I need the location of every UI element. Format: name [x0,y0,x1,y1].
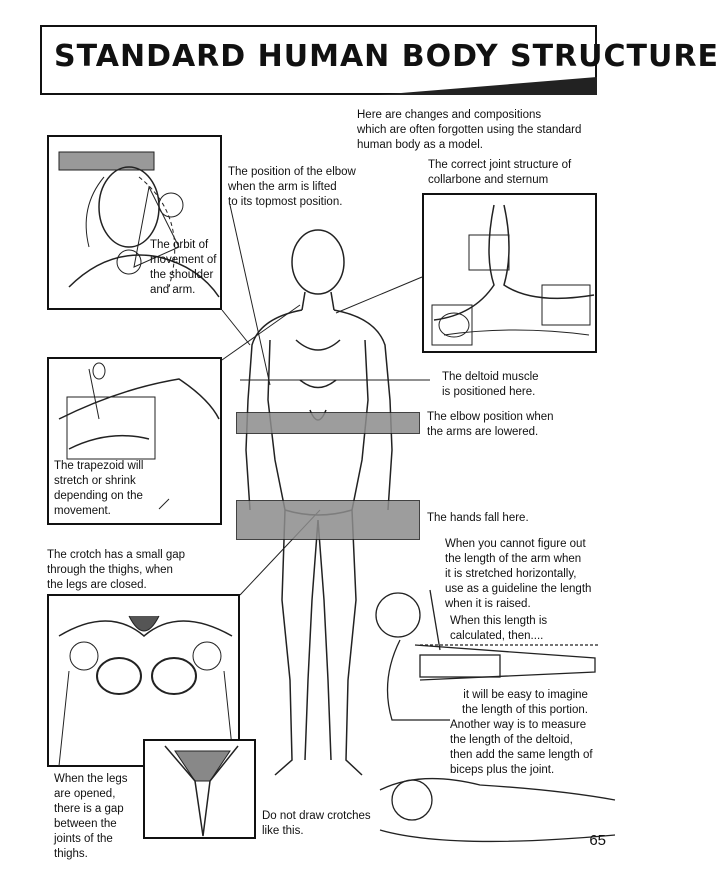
elbow-lowered-caption: The elbow position when the arms are lowered. [427,411,554,438]
arm-length-caption-2: When this length is calculated, then.... [450,615,548,642]
page-number: 65 [589,832,606,849]
orbit-caption: The orbit of movement of the shoulder and arm. [150,239,217,296]
joint-structure-caption: The correct joint structure of collarbone and sternum [428,159,572,186]
crotch-gap-caption: The crotch has a small gap through the thighs, when the legs are closed. [47,549,186,591]
arm-length-caption-3: it will be easy to imagine the length of this portion. [462,689,588,716]
legs-opened-caption: When the legs are opened, there is a gap between the joints of the thighs. [54,773,128,860]
elbow-lowered-band [236,412,420,434]
hands-fall-band [236,500,420,540]
arm-length-caption-1: When you cannot figure out the length of the arm when it is stretched horizontally, use as a guideline the length when it is raised. [445,538,592,610]
intro-caption: Here are changes and compositions which are often forgotten using the standard human body as a model. [357,109,582,151]
arm-length-caption-4: Another way is to measure the length of the deltoid, then add the same length of biceps plus the joint. [450,719,593,776]
trapezoid-caption: The trapezoid will stretch or shrink depending on the movement. [54,460,144,517]
crotch-warning-caption: Do not draw crotches like this. [262,810,371,837]
deltoid-caption: The deltoid muscle is positioned here. [442,371,539,398]
hands-fall-caption: The hands fall here. [427,512,529,524]
elbow-lifted-caption: The position of the elbow when the arm is lifted to its topmost position. [228,166,356,208]
page-title: STANDARD HUMAN BODY STRUCTURE [54,39,719,74]
